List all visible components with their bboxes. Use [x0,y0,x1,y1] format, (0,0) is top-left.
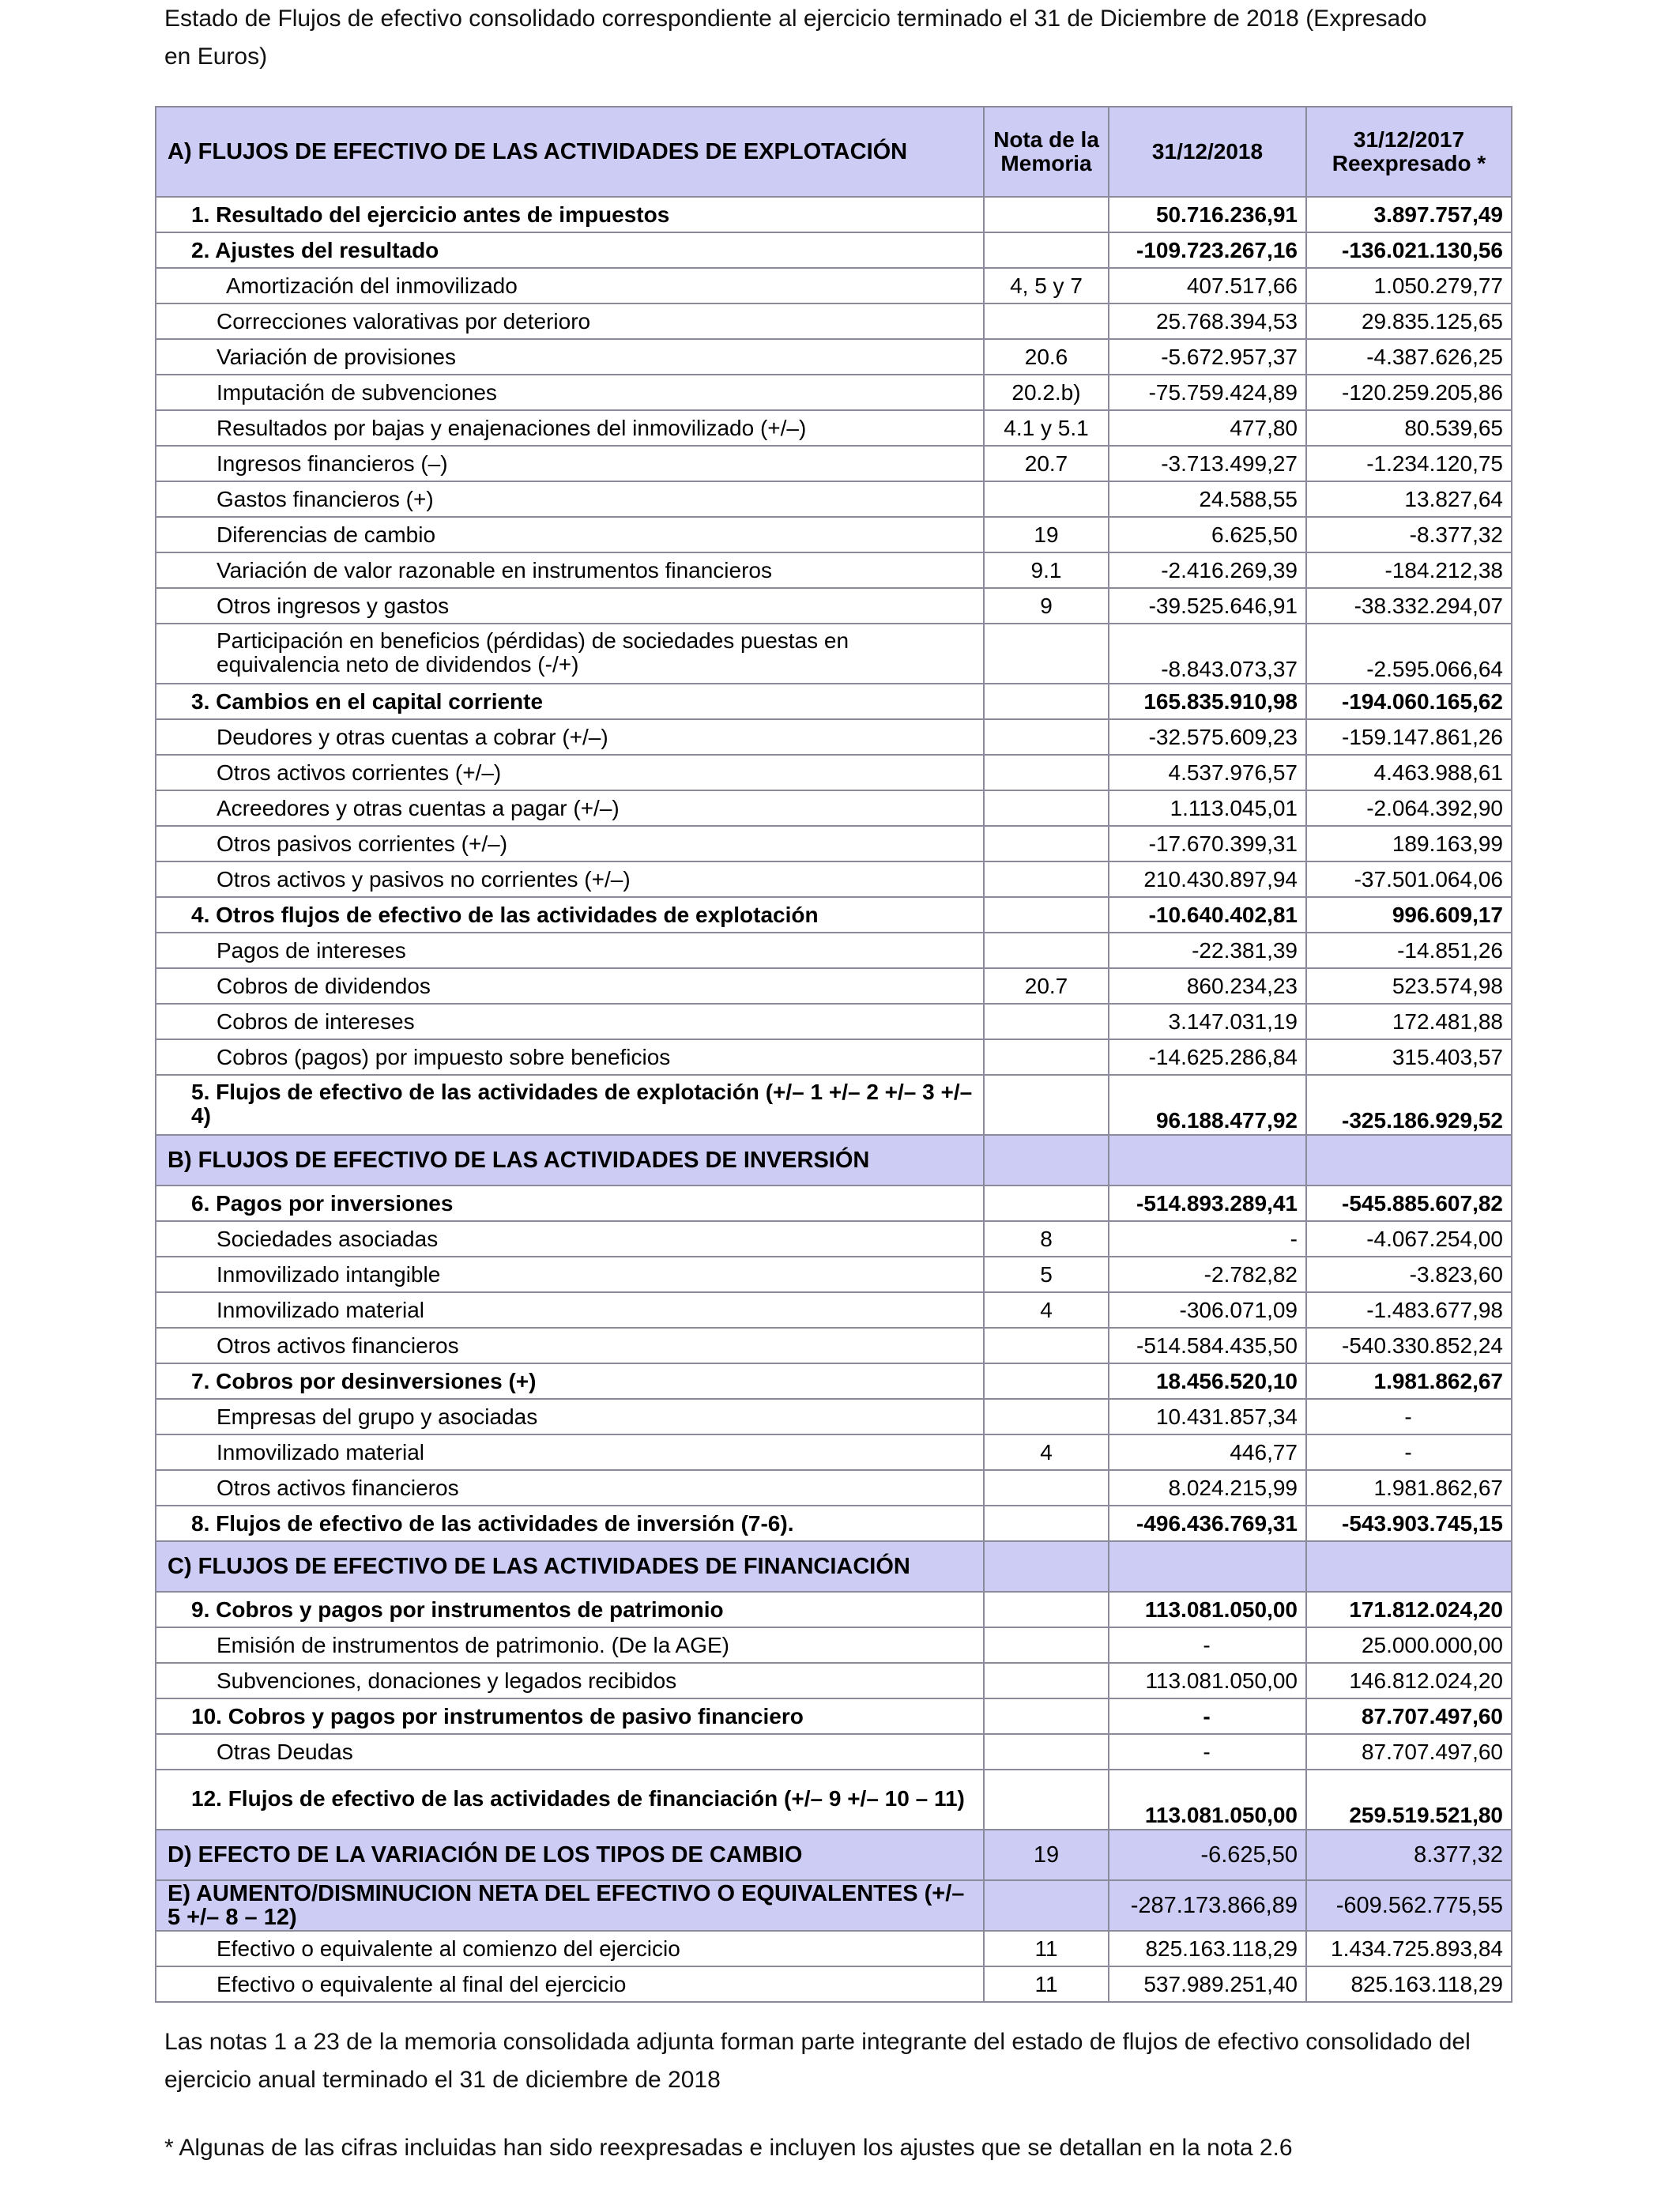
caption-line-2: en Euros) [164,43,268,70]
row-value-2018 [1109,1135,1306,1186]
row-note [984,1770,1109,1830]
row-concept: Acreedores y otras cuentas a pagar (+/–) [156,790,984,826]
row-note [984,755,1109,790]
row-concept: Otras Deudas [156,1734,984,1770]
row-value-2018: 4.537.976,57 [1109,755,1306,790]
row-value-2017: -37.501.064,06 [1306,861,1512,897]
row-note: 4.1 y 5.1 [984,410,1109,446]
table-row [156,1698,1512,1734]
row-note [984,1399,1109,1434]
row-concept: Gastos financieros (+) [156,481,984,517]
row-value-2017: 1.981.862,67 [1306,1470,1512,1506]
row-concept: 4. Otros flujos de efectivo de las actividades de explotación [156,897,984,933]
table-row [156,1257,1512,1292]
row-value-2017: 315.403,57 [1306,1039,1512,1075]
row-value-2018: -109.723.267,16 [1109,232,1306,268]
row-value-2017: 825.163.118,29 [1306,1966,1512,2002]
row-value-2017: 1.981.862,67 [1306,1363,1512,1399]
table-row [156,1931,1512,1966]
row-value-2017: -4.067.254,00 [1306,1221,1512,1257]
row-value-2017: -1.483.677,98 [1306,1292,1512,1328]
table-row [156,790,1512,826]
table-row [156,552,1512,588]
row-concept: 7. Cobros por desinversiones (+) [156,1363,984,1399]
table-row [156,375,1512,410]
row-concept: Cobros (pagos) por impuesto sobre beneficios [156,1039,984,1075]
table-row [156,1470,1512,1506]
table-row [156,1004,1512,1039]
section-header-row [156,1880,1512,1931]
row-concept: Otros activos financieros [156,1470,984,1506]
row-concept: Amortización del inmovilizado [156,268,984,303]
row-value-2018: -306.071,09 [1109,1292,1306,1328]
row-note: 9 [984,588,1109,624]
row-note [984,1627,1109,1663]
row-note [984,1541,1109,1592]
row-note: 4 [984,1292,1109,1328]
row-concept: Subvenciones, donaciones y legados recibidos [156,1663,984,1698]
row-value-2018: 477,80 [1109,410,1306,446]
row-value-2017: -38.332.294,07 [1306,588,1512,624]
table-row [156,1292,1512,1328]
row-note: 20.7 [984,968,1109,1004]
row-concept: Deudores y otras cuentas a cobrar (+/–) [156,719,984,755]
table-row [156,968,1512,1004]
table-row [156,684,1512,719]
row-note: 4, 5 y 7 [984,268,1109,303]
table-row [156,1221,1512,1257]
row-concept: Efectivo o equivalente al comienzo del ejercicio [156,1931,984,1966]
row-value-2018: 24.588,55 [1109,481,1306,517]
row-note [984,790,1109,826]
row-concept: Otros activos financieros [156,1328,984,1363]
row-note: 5 [984,1257,1109,1292]
row-value-2018: 8.024.215,99 [1109,1470,1306,1506]
table-row [156,517,1512,552]
row-note: 20.2.b) [984,375,1109,410]
row-value-2017: 996.609,17 [1306,897,1512,933]
row-value-2018: 10.431.857,34 [1109,1399,1306,1434]
row-value-2018: 825.163.118,29 [1109,1931,1306,1966]
row-concept: 2. Ajustes del resultado [156,232,984,268]
table-row [156,1075,1512,1135]
row-value-2017: -184.212,38 [1306,552,1512,588]
row-note: 9.1 [984,552,1109,588]
row-concept: Imputación de subvenciones [156,375,984,410]
row-value-2018: 407.517,66 [1109,268,1306,303]
row-note [984,897,1109,933]
row-note [984,232,1109,268]
row-value-2017: 8.377,32 [1306,1830,1512,1880]
table-row [156,719,1512,755]
row-value-2018: - [1109,1698,1306,1734]
row-value-2018: 3.147.031,19 [1109,1004,1306,1039]
row-concept: Inmovilizado intangible [156,1257,984,1292]
row-concept: 10. Cobros y pagos por instrumentos de pasivo financiero [156,1698,984,1734]
table-row [156,755,1512,790]
row-note [984,1698,1109,1734]
row-concept: Inmovilizado material [156,1434,984,1470]
row-value-2018: -10.640.402,81 [1109,897,1306,933]
row-value-2017: 259.519.521,80 [1306,1770,1512,1830]
row-concept: Resultados por bajas y enajenaciones del inmovilizado (+/–) [156,410,984,446]
row-concept: Emisión de instrumentos de patrimonio. (De la AGE) [156,1627,984,1663]
row-concept: 1. Resultado del ejercicio antes de impuestos [156,197,984,232]
caption-line-1: Estado de Flujos de efectivo consolidado correspondiente al ejercicio terminado el 31 de Diciembre de 2018 (Expresado [164,6,1427,32]
row-concept: Efectivo o equivalente al final del ejercicio [156,1966,984,2002]
row-concept: Participación en beneficios (pérdidas) de sociedades puestas en equivalencia neto de dividendos (-/+) [156,624,984,684]
row-value-2017: -120.259.205,86 [1306,375,1512,410]
row-value-2018: -3.713.499,27 [1109,446,1306,481]
row-value-2018: 165.835.910,98 [1109,684,1306,719]
table-header-row [156,107,1512,197]
row-value-2017: 172.481,88 [1306,1004,1512,1039]
row-note [984,826,1109,861]
row-note: 11 [984,1966,1109,2002]
row-concept: Ingresos financieros (–) [156,446,984,481]
row-value-2018: 50.716.236,91 [1109,197,1306,232]
row-note [984,1039,1109,1075]
section-e-title: E) AUMENTO/DISMINUCION NETA DEL EFECTIVO O EQUIVALENTES (+/– 5 +/– 8 – 12) [156,1880,984,1931]
row-value-2017: -2.064.392,90 [1306,790,1512,826]
row-note [984,684,1109,719]
row-note [984,1328,1109,1363]
table-row [156,232,1512,268]
row-value-2018: -287.173.866,89 [1109,1880,1306,1931]
table-row [156,303,1512,339]
row-value-2017: 523.574,98 [1306,968,1512,1004]
row-value-2017: 171.812.024,20 [1306,1592,1512,1627]
row-value-2017 [1306,1135,1512,1186]
row-concept: 9. Cobros y pagos por instrumentos de patrimonio [156,1592,984,1627]
header-2017: 31/12/2017 Reexpresado * [1306,107,1512,197]
row-note: 19 [984,517,1109,552]
row-value-2017: 1.050.279,77 [1306,268,1512,303]
table-row [156,1434,1512,1470]
table-row [156,897,1512,933]
row-value-2017: 13.827,64 [1306,481,1512,517]
row-value-2018: -8.843.073,37 [1109,624,1306,684]
row-concept: Otros pasivos corrientes (+/–) [156,826,984,861]
section-d-title: D) EFECTO DE LA VARIACIÓN DE LOS TIPOS DE CAMBIO [156,1830,984,1880]
row-value-2018: -14.625.286,84 [1109,1039,1306,1075]
row-note [984,1135,1109,1186]
row-concept: 8. Flujos de efectivo de las actividades de inversión (7-6). [156,1506,984,1541]
cash-flow-table [155,106,1512,2003]
section-header-row [156,1135,1512,1186]
row-note: 19 [984,1830,1109,1880]
row-concept: Variación de provisiones [156,339,984,375]
row-value-2017: 80.539,65 [1306,410,1512,446]
row-note [984,1506,1109,1541]
row-value-2018: 537.989.251,40 [1109,1966,1306,2002]
row-concept: Cobros de dividendos [156,968,984,1004]
row-value-2017: 4.463.988,61 [1306,755,1512,790]
row-note [984,861,1109,897]
row-value-2017: 87.707.497,60 [1306,1698,1512,1734]
row-value-2017: -194.060.165,62 [1306,684,1512,719]
row-concept: Variación de valor razonable en instrumentos financieros [156,552,984,588]
row-value-2018: -496.436.769,31 [1109,1506,1306,1541]
row-concept: Sociedades asociadas [156,1221,984,1257]
row-note [984,1186,1109,1221]
row-value-2017: -1.234.120,75 [1306,446,1512,481]
row-value-2018 [1109,1541,1306,1592]
row-value-2018: 6.625,50 [1109,517,1306,552]
row-value-2017: 189.163,99 [1306,826,1512,861]
row-concept: 12. Flujos de efectivo de las actividades de financiación (+/– 9 +/– 10 – 11) [156,1770,984,1830]
row-note [984,624,1109,684]
table-row [156,933,1512,968]
row-value-2018: 446,77 [1109,1434,1306,1470]
row-concept: Inmovilizado material [156,1292,984,1328]
row-value-2017: -8.377,32 [1306,517,1512,552]
row-value-2017: 146.812.024,20 [1306,1663,1512,1698]
header-note: Nota de la Memoria [984,107,1109,197]
table-row [156,1506,1512,1541]
row-concept: Diferencias de cambio [156,517,984,552]
table-row [156,197,1512,232]
row-value-2018: -22.381,39 [1109,933,1306,968]
header-2018: 31/12/2018 [1109,107,1306,197]
row-concept: Otros activos y pasivos no corrientes (+/–) [156,861,984,897]
row-note: 20.7 [984,446,1109,481]
table-row [156,1663,1512,1698]
footer-restated-note: * Algunas de las cifras incluidas han sido reexpresadas e incluyen los ajustes que se detallan en la nota 2.6 [164,2135,1293,2161]
row-concept: Otros ingresos y gastos [156,588,984,624]
row-value-2018: -17.670.399,31 [1109,826,1306,861]
row-concept: 6. Pagos por inversiones [156,1186,984,1221]
row-note: 4 [984,1434,1109,1470]
row-value-2018: 113.081.050,00 [1109,1663,1306,1698]
row-value-2018: 1.113.045,01 [1109,790,1306,826]
row-note: 8 [984,1221,1109,1257]
row-note [984,197,1109,232]
row-note [984,1734,1109,1770]
row-value-2018: -32.575.609,23 [1109,719,1306,755]
row-note [984,719,1109,755]
row-concept: Cobros de intereses [156,1004,984,1039]
row-value-2017: -159.147.861,26 [1306,719,1512,755]
row-concept: 3. Cambios en el capital corriente [156,684,984,719]
table-row [156,1186,1512,1221]
table-row [156,410,1512,446]
row-note [984,1004,1109,1039]
table-row [156,1627,1512,1663]
row-value-2017: 3.897.757,49 [1306,197,1512,232]
section-b-title: B) FLUJOS DE EFECTIVO DE LAS ACTIVIDADES DE INVERSIÓN [156,1135,984,1186]
table-row [156,588,1512,624]
document-caption [164,0,1524,76]
table-row [156,1363,1512,1399]
row-note [984,303,1109,339]
row-concept: Pagos de intereses [156,933,984,968]
row-note [984,1663,1109,1698]
table-row [156,1734,1512,1770]
row-value-2018: -2.416.269,39 [1109,552,1306,588]
row-value-2017: 87.707.497,60 [1306,1734,1512,1770]
row-value-2017: -543.903.745,15 [1306,1506,1512,1541]
row-value-2018: 18.456.520,10 [1109,1363,1306,1399]
row-value-2017: -325.186.929,52 [1306,1075,1512,1135]
row-note: 11 [984,1931,1109,1966]
row-value-2018: -5.672.957,37 [1109,339,1306,375]
row-value-2018: -2.782,82 [1109,1257,1306,1292]
table-row [156,446,1512,481]
table-row [156,826,1512,861]
row-value-2018: 210.430.897,94 [1109,861,1306,897]
row-value-2017: 25.000.000,00 [1306,1627,1512,1663]
row-concept: Correcciones valorativas por deterioro [156,303,984,339]
row-value-2018: 113.081.050,00 [1109,1770,1306,1830]
row-note [984,1075,1109,1135]
table-row [156,1592,1512,1627]
row-value-2017: 1.434.725.893,84 [1306,1931,1512,1966]
row-value-2017: -2.595.066,64 [1306,624,1512,684]
row-value-2018: - [1109,1734,1306,1770]
row-note [984,481,1109,517]
section-c-title: C) FLUJOS DE EFECTIVO DE LAS ACTIVIDADES DE FINANCIACIÓN [156,1541,984,1592]
row-value-2017: -540.330.852,24 [1306,1328,1512,1363]
row-value-2018: -514.893.289,41 [1109,1186,1306,1221]
row-value-2017: -609.562.775,55 [1306,1880,1512,1931]
row-value-2017 [1306,1541,1512,1592]
row-value-2018: -514.584.435,50 [1109,1328,1306,1363]
table-row [156,1399,1512,1434]
row-value-2018: - [1109,1221,1306,1257]
row-note: 20.6 [984,339,1109,375]
row-value-2017: -545.885.607,82 [1306,1186,1512,1221]
cash-flow-table-wrapper [155,106,1511,2003]
row-value-2017: 29.835.125,65 [1306,303,1512,339]
footer-notes: Las notas 1 a 23 de la memoria consolidada adjunta forman parte integrante del estado de flujos de efectivo consolidado del ejercicio anual terminado el 31 de diciembre de 2018 [164,2029,1471,2093]
header-section-a: A) FLUJOS DE EFECTIVO DE LAS ACTIVIDADES DE EXPLOTACIÓN [156,107,984,197]
row-note [984,1592,1109,1627]
table-row [156,1770,1512,1830]
row-value-2018: 113.081.050,00 [1109,1592,1306,1627]
row-value-2018: - [1109,1627,1306,1663]
row-value-2017: - [1306,1399,1512,1434]
row-value-2018: -39.525.646,91 [1109,588,1306,624]
row-note [984,1880,1109,1931]
row-value-2018: 25.768.394,53 [1109,303,1306,339]
section-header-row [156,1541,1512,1592]
row-note [984,1470,1109,1506]
row-value-2018: -6.625,50 [1109,1830,1306,1880]
row-note [984,933,1109,968]
table-row [156,1039,1512,1075]
row-value-2017: -4.387.626,25 [1306,339,1512,375]
row-note [984,1363,1109,1399]
table-row [156,339,1512,375]
table-row [156,1328,1512,1363]
table-row [156,268,1512,303]
row-value-2017: - [1306,1434,1512,1470]
row-concept: Empresas del grupo y asociadas [156,1399,984,1434]
table-row [156,624,1512,684]
table-row [156,481,1512,517]
row-value-2018: -75.759.424,89 [1109,375,1306,410]
row-value-2017: -14.851,26 [1306,933,1512,968]
row-value-2017: -136.021.130,56 [1306,232,1512,268]
row-value-2018: 860.234,23 [1109,968,1306,1004]
row-value-2017: -3.823,60 [1306,1257,1512,1292]
section-header-row [156,1830,1512,1880]
table-row [156,861,1512,897]
row-concept: Otros activos corrientes (+/–) [156,755,984,790]
row-value-2018: 96.188.477,92 [1109,1075,1306,1135]
table-row [156,1966,1512,2002]
row-concept: 5. Flujos de efectivo de las actividades de explotación (+/– 1 +/– 2 +/– 3 +/– 4) [156,1075,984,1135]
